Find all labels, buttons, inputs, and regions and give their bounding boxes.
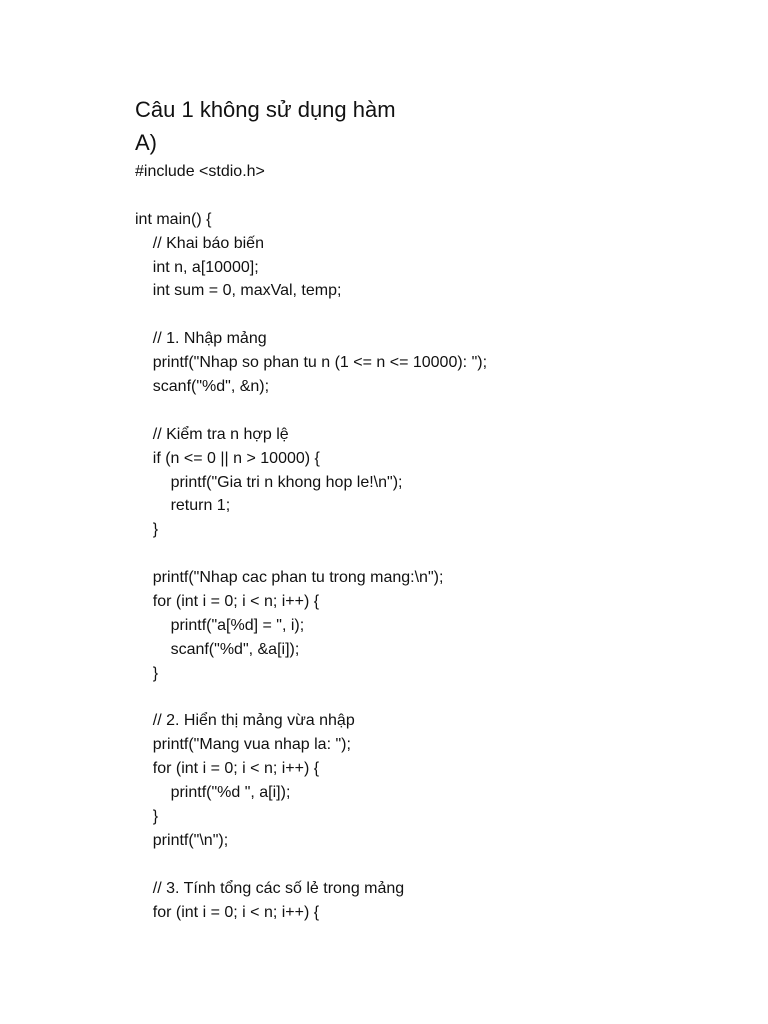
code-line: // 1. Nhập mảng [135, 330, 267, 348]
code-line: #include <stdio.h> [135, 163, 265, 180]
code-line: printf("Gia tri n khong hop le!\n"); [135, 473, 403, 491]
document-heading: Câu 1 không sử dụng hàm [135, 97, 396, 122]
code-line [135, 686, 487, 710]
code-line: printf("Nhap so phan tu n (1 <= n <= 10000): "); [135, 354, 488, 372]
code-line: printf("\n"); [135, 831, 229, 849]
code-line: int sum = 0, maxVal, temp; [135, 282, 342, 300]
code-line: } [135, 808, 159, 826]
code-line: printf("Nhap cac phan tu trong mang:\n"); [135, 569, 444, 587]
code-line: return 1; [135, 497, 231, 515]
code-line [135, 303, 487, 327]
code-line [135, 184, 487, 208]
code-line: // 2. Hiển thị mảng vừa nhập [135, 712, 355, 730]
code-line: printf("a[%d] = ", i); [135, 616, 305, 634]
code-line [135, 399, 487, 423]
code-line [135, 853, 487, 877]
code-line: for (int i = 0; i < n; i++) { [135, 760, 320, 778]
code-line: if (n <= 0 || n > 10000) { [135, 449, 320, 467]
code-line: scanf("%d", &a[i]); [135, 640, 300, 658]
code-line: // 3. Tính tổng các số lẻ trong mảng [135, 879, 405, 897]
code-line: // Kiểm tra n hợp lệ [135, 425, 289, 443]
code-line: printf("%d ", a[i]); [135, 784, 291, 802]
code-line [135, 542, 487, 566]
code-line: printf("Mang vua nhap la: "); [135, 736, 351, 754]
code-line: } [135, 664, 159, 682]
code-line: int n, a[10000]; [135, 258, 259, 276]
code-line: scanf("%d", &n); [135, 378, 270, 396]
code-line: for (int i = 0; i < n; i++) { [135, 593, 320, 611]
code-line: int main() { [135, 210, 212, 228]
code-block [135, 160, 487, 925]
code-line: // Khai báo biến [135, 234, 264, 252]
code-line: } [135, 521, 159, 539]
document-subheading: A) [135, 130, 157, 155]
code-line: for (int i = 0; i < n; i++) { [135, 903, 320, 921]
